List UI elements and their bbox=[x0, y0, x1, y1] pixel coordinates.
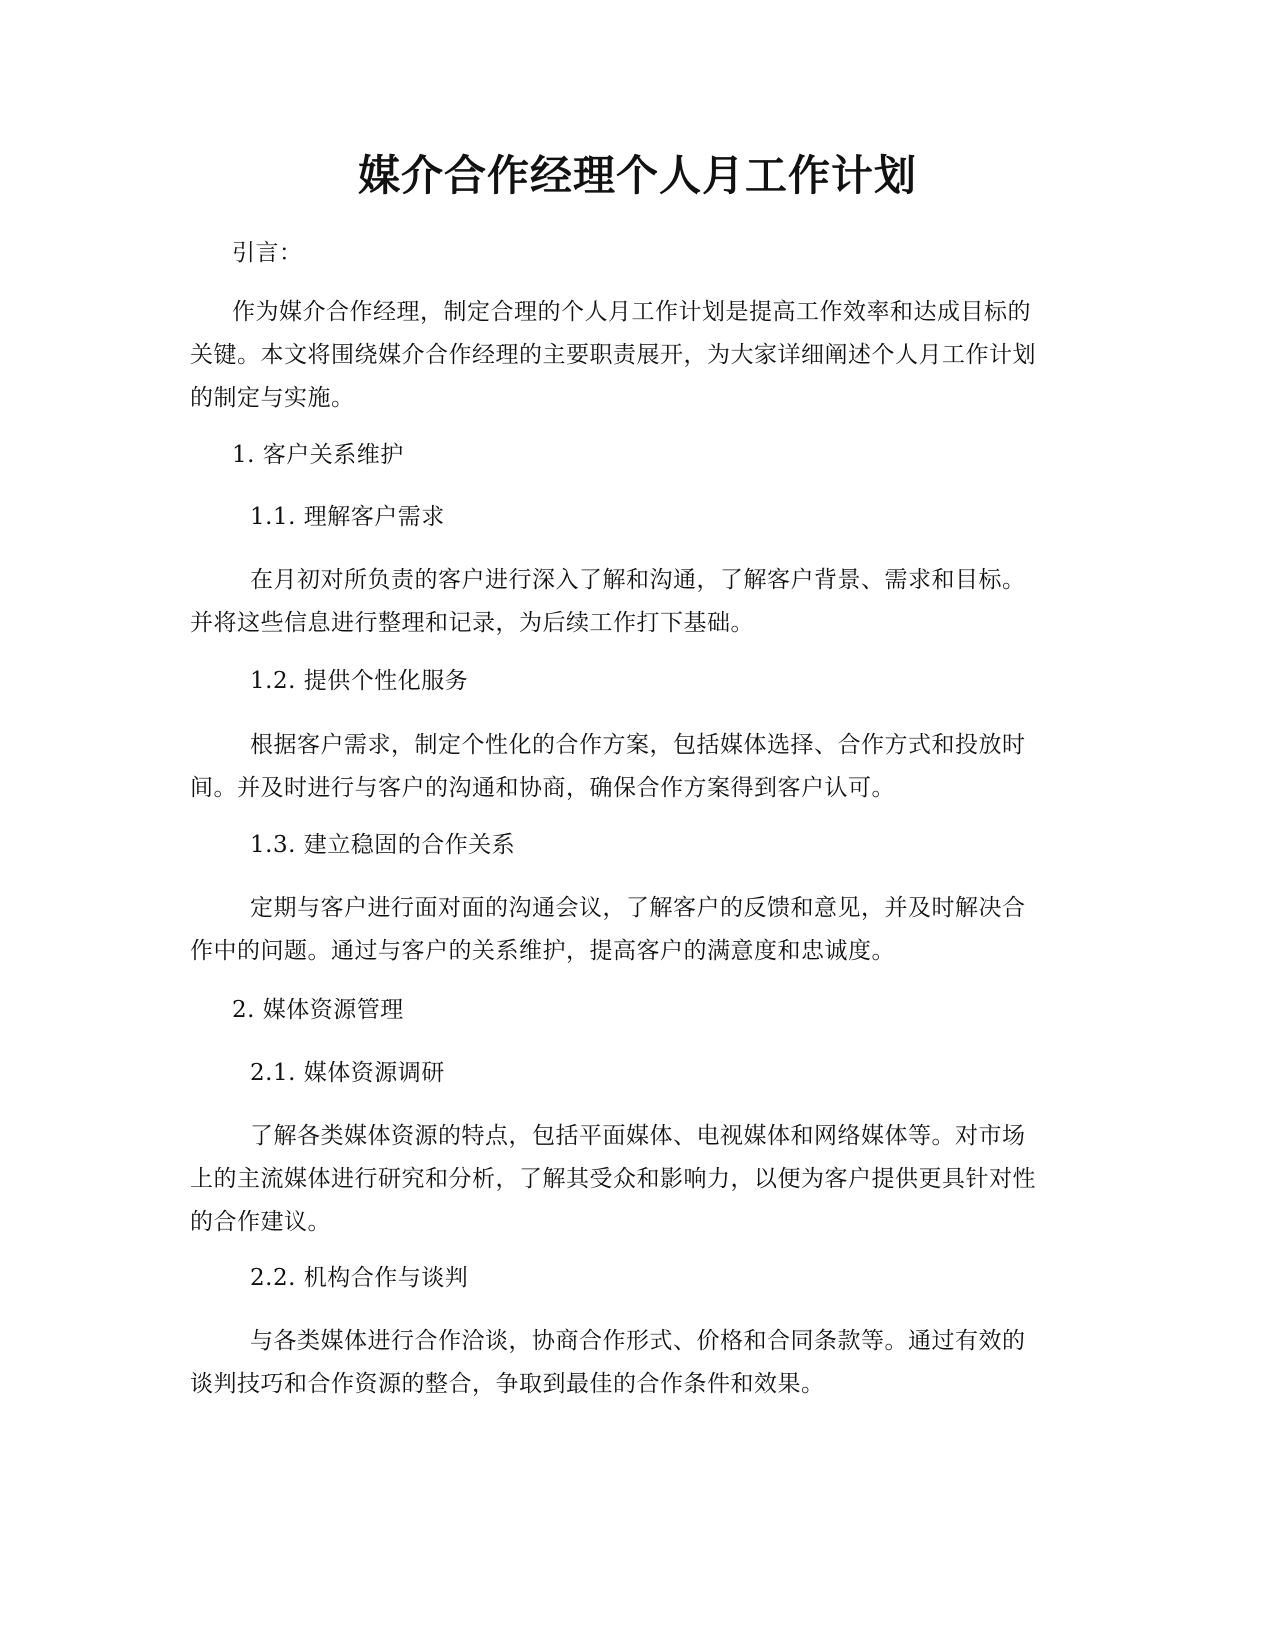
paragraph bbox=[190, 887, 1090, 973]
subsection-heading: 2.2. 机构合作与谈判 bbox=[250, 1265, 469, 1291]
paragraph-line: 关键。本文将围绕媒介合作经理的主要职责展开，为大家详细阐述个人月工作计划 bbox=[190, 342, 1036, 368]
paragraph-line: 作中的问题。通过与客户的关系维护，提高客户的满意度和忠诚度。 bbox=[190, 938, 895, 964]
paragraph bbox=[190, 1320, 1090, 1406]
paragraph-line: 并将这些信息进行整理和记录，为后续工作打下基础。 bbox=[190, 610, 754, 636]
paragraph-line: 定期与客户进行面对面的沟通会议，了解客户的反馈和意见，并及时解决合 bbox=[250, 895, 1026, 921]
paragraph-line: 间。并及时进行与客户的沟通和协商，确保合作方案得到客户认可。 bbox=[190, 775, 895, 801]
paragraph-line: 作为媒介合作经理，制定合理的个人月工作计划是提高工作效率和达成目标的 bbox=[232, 299, 1031, 325]
paragraph-line: 的制定与实施。 bbox=[190, 385, 355, 411]
paragraph-line: 谈判技巧和合作资源的整合，争取到最佳的合作条件和效果。 bbox=[190, 1371, 825, 1397]
intro-label: 引言： bbox=[232, 240, 303, 266]
paragraph-line: 根据客户需求，制定个性化的合作方案，包括媒体选择、合作方式和投放时 bbox=[250, 732, 1026, 758]
subsection-heading: 1.3. 建立稳固的合作关系 bbox=[250, 832, 516, 858]
paragraph bbox=[190, 1115, 1090, 1244]
paragraph bbox=[190, 724, 1090, 810]
document-title: 媒介合作经理个人月工作计划 bbox=[357, 151, 917, 200]
subsection-heading: 2.1. 媒体资源调研 bbox=[250, 1060, 445, 1086]
paragraph-line: 上的主流媒体进行研究和分析，了解其受众和影响力，以便为客户提供更具针对性 bbox=[190, 1166, 1036, 1192]
paragraph-line: 的合作建议。 bbox=[190, 1209, 331, 1235]
paragraph-line: 了解各类媒体资源的特点，包括平面媒体、电视媒体和网络媒体等。对市场 bbox=[250, 1123, 1026, 1149]
paragraph-line: 在月初对所负责的客户进行深入了解和沟通，了解客户背景、需求和目标。 bbox=[250, 567, 1026, 593]
paragraph bbox=[190, 559, 1090, 645]
section-heading: 2. 媒体资源管理 bbox=[232, 997, 404, 1023]
intro-paragraph bbox=[190, 291, 1090, 420]
section-heading: 1. 客户关系维护 bbox=[232, 442, 404, 468]
paragraph-line: 与各类媒体进行合作洽谈，协商合作形式、价格和合同条款等。通过有效的 bbox=[250, 1328, 1026, 1354]
subsection-heading: 1.2. 提供个性化服务 bbox=[250, 668, 469, 694]
subsection-heading: 1.1. 理解客户需求 bbox=[250, 504, 445, 530]
